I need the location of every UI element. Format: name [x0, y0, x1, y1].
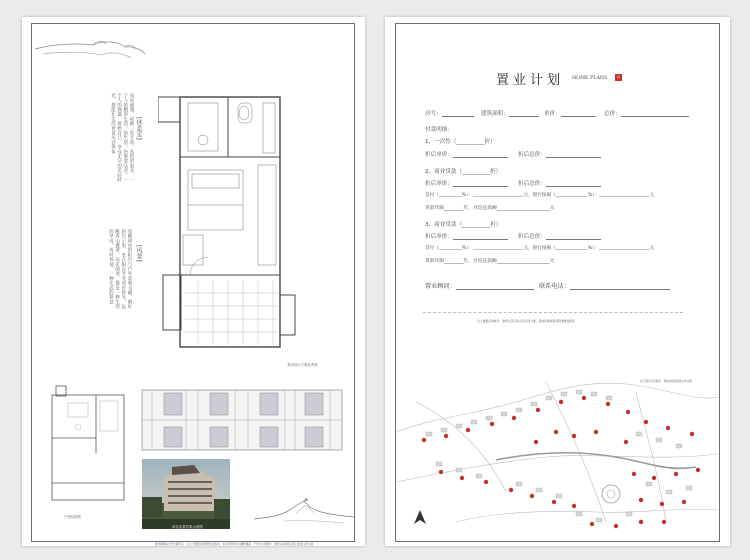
option2-loan-line[interactable]: 贷款年限________年，月均还款额______________________元 [425, 206, 555, 211]
payment-detail-label: 付款明细： [425, 127, 453, 133]
site-master-plan-map [396, 362, 718, 537]
option3-loan-line[interactable]: 贷款年限________年，月均还款额______________________元 [425, 259, 555, 264]
option3-discount-unit[interactable] [425, 232, 508, 240]
total-price-label: 总价： [604, 111, 621, 117]
form-note: 以上数据仅供参考，最终以签订的买卖合同为准，具体优惠政策请咨询置业顾问 [477, 319, 575, 323]
option2-label[interactable]: 2、商业贷款（__________折） [425, 169, 502, 175]
cloud-ornament-icon [33, 35, 148, 63]
rest-area-heading: [休息室] [135, 117, 142, 140]
option1-label[interactable]: 1、一次性（__________折） [425, 139, 496, 145]
left-page [22, 17, 365, 546]
small-plan-caption: 户型结构图 [64, 515, 81, 519]
option2-discount-unit[interactable] [425, 179, 508, 187]
left-footer-note: 最终解释权归开发商所有，以上户型图及效果图仅供参考，本宣传资料仅为要约邀请，不作为合同附件，最终以政府相关部门批准文件为准 [155, 543, 314, 546]
form-divider [423, 312, 683, 313]
option1-discount-total[interactable] [518, 150, 601, 158]
option1-discount-unit[interactable] [425, 150, 508, 158]
option2-discount-total[interactable] [518, 179, 601, 187]
option3-downpayment-line[interactable]: 首付（__________%）：______________________元，银行按揭（______________%）：______________________元 [425, 246, 655, 251]
option3-label[interactable]: 3、商业贷款（__________折） [425, 222, 502, 228]
building-rendering-image [142, 459, 230, 529]
red-seal-icon: 印 [616, 75, 620, 79]
main-floorplan [158, 75, 298, 360]
phone-field[interactable] [539, 281, 670, 290]
consultant-field[interactable] [425, 281, 534, 290]
option3-discount-total-label: 折后总价： [518, 234, 546, 240]
total-price-field[interactable] [604, 109, 689, 117]
wind-heading: [风景] [135, 245, 142, 262]
room-no-label: 房号： [425, 111, 442, 117]
mountain-ornament-icon [254, 487, 354, 527]
right-page [385, 17, 730, 546]
home-plans-subtitle: HOME PLANS [572, 76, 608, 81]
room-no-field[interactable] [425, 109, 474, 117]
option3-discount-unit-label: 折后单价： [425, 234, 453, 240]
building-caption: 项目实景效果示意图 [172, 525, 203, 529]
rest-area-text: 布局通透，动静一览无余，高档的家具，一个人的精彩生活，给生活一份惬意从容。一个人的静谧，留给自己，享受无尽的美好时光，都能让生活更显从容得体 [110, 93, 134, 183]
map-note: 以下图示仅供参考，具体以政府批准文件为准 [640, 380, 692, 383]
option3-discount-total[interactable] [518, 232, 601, 240]
area-label: 建筑面积： [481, 111, 509, 117]
unit-price-field[interactable] [544, 109, 596, 117]
option2-downpayment-line[interactable]: 首付（__________%）：______________________元，银行按揭（______________%）：______________________元 [425, 193, 655, 198]
option2-discount-unit-label: 折后单价： [425, 181, 453, 187]
consultant-label: 置业顾问： [425, 283, 456, 290]
typical-floor-plan [140, 387, 355, 457]
phone-label: 联系电话： [539, 283, 570, 290]
area-field[interactable] [481, 109, 539, 117]
small-unit-plan [46, 383, 128, 513]
option2-discount-total-label: 折后总价： [518, 181, 546, 187]
option1-discount-total-label: 折后总价： [518, 152, 546, 158]
home-plans-title: 置业计划 [496, 73, 565, 88]
option1-discount-unit-label: 折后单价： [425, 152, 453, 158]
wind-text: 宽敞明亮的阳台与户外景观交融，晴好的日子里，坐在阳台享受美好时光，远眺青山叠翠，品茗闲谈，都是一种生活的享受。每时每刻，一种生活的惬意 [108, 229, 132, 309]
floorplan-caption: 套房设计方案参考图 [287, 363, 318, 367]
unit-price-label: 单价： [544, 111, 561, 117]
